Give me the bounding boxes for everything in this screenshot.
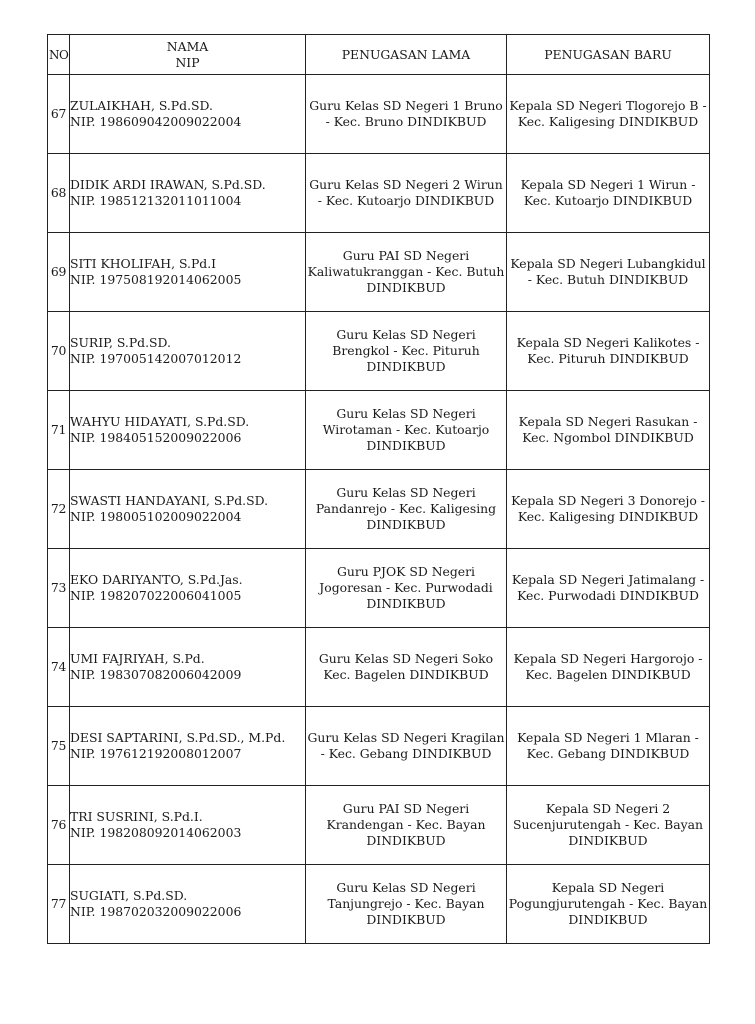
cell-nama-nip [70,391,306,470]
cell-penugasan-lama: Guru Kelas SD Negeri Kragilan - Kec. Gebang DINDIKBUD [306,707,507,786]
cell-penugasan-lama: Guru PJOK SD Negeri Jogoresan - Kec. Purwodadi DINDIKBUD [306,549,507,628]
cell-penugasan-lama: Guru Kelas SD Negeri Soko Kec. Bagelen DINDIKBUD [306,628,507,707]
cell-penugasan-lama: Guru Kelas SD Negeri Tanjungrejo - Kec. Bayan DINDIKBUD [306,865,507,944]
cell-no: 67 [48,75,70,154]
cell-nama: WAHYU HIDAYATI, S.Pd.SD. [70,414,250,429]
cell-nip: NIP. 198702032009022006 [70,904,242,919]
cell-penugasan-baru: Kepala SD Negeri 3 Donorejo - Kec. Kaligesing DINDIKBUD [507,470,710,549]
cell-nip: NIP. 198609042009022004 [70,114,242,129]
header-nama: NAMA [166,38,209,54]
cell-nip: NIP. 198405152009022006 [70,430,242,445]
cell-penugasan-baru: Kepala SD Negeri Jatimalang - Kec. Purwodadi DINDIKBUD [507,549,710,628]
cell-no: 77 [48,865,70,944]
cell-penugasan-lama: Guru Kelas SD Negeri Pandanrejo - Kec. Kaligesing DINDIKBUD [306,470,507,549]
table-header-row [48,35,710,75]
cell-nama: SWASTI HANDAYANI, S.Pd.SD. [70,493,269,508]
assignment-table [47,34,710,944]
cell-nama-nip [70,75,306,154]
cell-nip: NIP. 198512132011011004 [70,193,242,208]
cell-no: 75 [48,707,70,786]
cell-nip: NIP. 198005102009022004 [70,509,242,524]
cell-nama: SURIP, S.Pd.SD. [70,335,171,350]
cell-no: 74 [48,628,70,707]
cell-penugasan-lama: Guru PAI SD Negeri Krandengan - Kec. Bayan DINDIKBUD [306,786,507,865]
header-penugasan-lama: PENUGASAN LAMA [306,35,507,75]
cell-nama-nip [70,628,306,707]
cell-nama-nip [70,312,306,391]
cell-penugasan-baru: Kepala SD Negeri Kalikotes - Kec. Pituruh DINDIKBUD [507,312,710,391]
cell-penugasan-baru: Kepala SD Negeri 1 Wirun - Kec. Kutoarjo DINDIKBUD [507,154,710,233]
cell-penugasan-baru: Kepala SD Negeri Pogungjurutengah - Kec. Bayan DINDIKBUD [507,865,710,944]
cell-penugasan-lama: Guru Kelas SD Negeri Brengkol - Kec. Pituruh DINDIKBUD [306,312,507,391]
table-row [48,707,710,786]
cell-nama-nip [70,154,306,233]
table-row [48,233,710,312]
cell-nip: NIP. 197508192014062005 [70,272,242,287]
cell-nama-nip [70,233,306,312]
cell-nama: TRI SUSRINI, S.Pd.I. [70,809,203,824]
cell-penugasan-baru: Kepala SD Negeri Hargorojo - Kec. Bagelen DINDIKBUD [507,628,710,707]
cell-nip: NIP. 197005142007012012 [70,351,242,366]
cell-nama-nip [70,470,306,549]
cell-no: 69 [48,233,70,312]
table-row [48,786,710,865]
cell-no: 68 [48,154,70,233]
cell-nip: NIP. 198307082006042009 [70,667,242,682]
table-row [48,312,710,391]
cell-nama-nip [70,707,306,786]
header-nip: NIP [175,54,200,70]
cell-nama: SUGIATI, S.Pd.SD. [70,888,188,903]
table-row [48,154,710,233]
cell-penugasan-baru: Kepala SD Negeri Tlogorejo B - Kec. Kaligesing DINDIKBUD [507,75,710,154]
cell-no: 72 [48,470,70,549]
header-no: NO [48,35,70,75]
header-penugasan-baru: PENUGASAN BARU [507,35,710,75]
cell-penugasan-lama: Guru Kelas SD Negeri 1 Bruno - Kec. Bruno DINDIKBUD [306,75,507,154]
cell-no: 73 [48,549,70,628]
cell-nama-nip [70,549,306,628]
cell-penugasan-baru: Kepala SD Negeri Lubangkidul - Kec. Butuh DINDIKBUD [507,233,710,312]
cell-nip: NIP. 198207022006041005 [70,588,242,603]
table-row [48,75,710,154]
table-row [48,865,710,944]
cell-nama-nip [70,865,306,944]
table-row [48,391,710,470]
cell-nama-nip [70,786,306,865]
cell-penugasan-lama: Guru Kelas SD Negeri 2 Wirun - Kec. Kutoarjo DINDIKBUD [306,154,507,233]
cell-nama: DESI SAPTARINI, S.Pd.SD., M.Pd. [70,730,286,745]
table-row [48,628,710,707]
cell-no: 71 [48,391,70,470]
cell-no: 70 [48,312,70,391]
header-nama-nip [70,35,306,75]
cell-penugasan-lama: Guru PAI SD Negeri Kaliwatukranggan - Kec. Butuh DINDIKBUD [306,233,507,312]
cell-penugasan-baru: Kepala SD Negeri Rasukan - Kec. Ngombol DINDIKBUD [507,391,710,470]
table-row [48,470,710,549]
cell-no: 76 [48,786,70,865]
cell-nama: EKO DARIYANTO, S.Pd.Jas. [70,572,243,587]
cell-nip: NIP. 198208092014062003 [70,825,242,840]
cell-penugasan-baru: Kepala SD Negeri 2 Sucenjurutengah - Kec. Bayan DINDIKBUD [507,786,710,865]
cell-nama: UMI FAJRIYAH, S.Pd. [70,651,205,666]
cell-penugasan-baru: Kepala SD Negeri 1 Mlaran - Kec. Gebang DINDIKBUD [507,707,710,786]
cell-nama: SITI KHOLIFAH, S.Pd.I [70,256,217,271]
cell-penugasan-lama: Guru Kelas SD Negeri Wirotaman - Kec. Kutoarjo DINDIKBUD [306,391,507,470]
cell-nama: ZULAIKHAH, S.Pd.SD. [70,98,213,113]
table-body [48,75,710,944]
cell-nip: NIP. 197612192008012007 [70,746,242,761]
table-row [48,549,710,628]
cell-nama: DIDIK ARDI IRAWAN, S.Pd.SD. [70,177,266,192]
